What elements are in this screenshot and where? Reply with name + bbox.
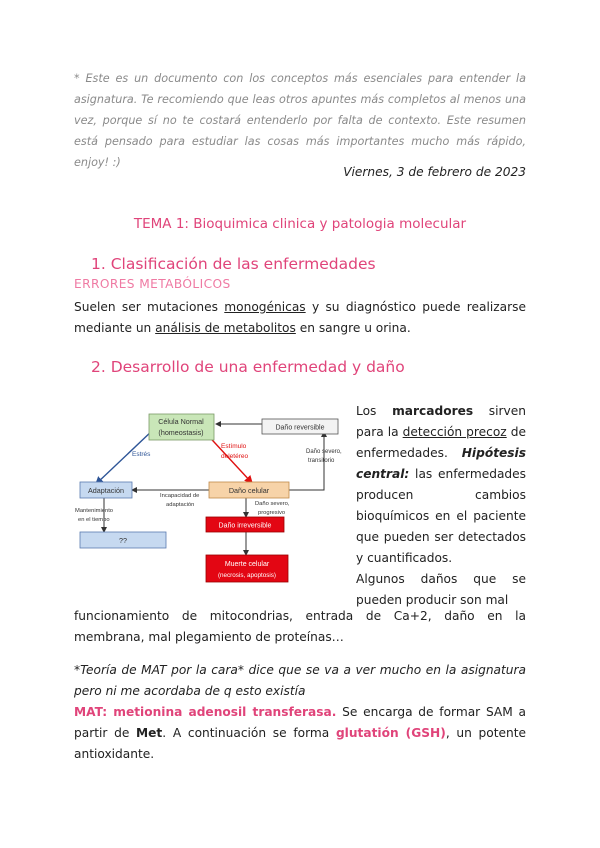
term-met: Met — [136, 726, 163, 740]
text: , un potente antioxidante. — [74, 726, 527, 761]
label-incapacidad-1: Incapacidad de — [160, 493, 200, 499]
label-dano-irreversible: Daño irreversible — [218, 522, 272, 530]
label-incapacidad-2: adaptación — [166, 502, 195, 508]
label-estres: Estrés — [132, 451, 151, 458]
term-hipotesis-central: Hipótesis central: — [356, 446, 526, 481]
label-dano-celular: Daño celular — [228, 486, 270, 495]
term-marcadores: marcadores — [392, 404, 474, 418]
section-1-subheading: ERRORES METABÓLICOS — [74, 277, 231, 291]
tema-title: TEMA 1: Bioquimica clinica y patologia molecular — [133, 216, 467, 232]
label-celula-normal: Célula Normal — [158, 417, 204, 426]
text: las enfermedades producen cambios bioquímicos en el paciente que pueden ser detectados y cuantificados. — [356, 467, 526, 565]
term-mat: MAT: metionina adenosil transferasa. — [74, 705, 337, 719]
label-progresivo-1: Daño severo, — [255, 501, 290, 507]
cell-damage-diagram — [74, 402, 354, 590]
term-deteccion-precoz: detección precoz — [402, 425, 507, 439]
text: y su diagnóstico puede realizarse mediante un — [74, 300, 526, 335]
text: de enfermedades. — [356, 425, 526, 460]
intro-note: * Este es un documento con los conceptos más esenciales para entender la asignatura. Te recomiendo que leas otros apuntes más completos al menos una vez, porque sí no te costará entenderlo por falta de contexto. Este resumen está pensado para estudiar las cosas más importantes mucho más rápido, enjoy! :) — [74, 72, 526, 169]
text: . A continuación se forma — [162, 726, 336, 740]
label-mantenimiento-2: en el tiempo — [78, 517, 110, 523]
text: Suelen ser mutaciones — [74, 300, 225, 314]
label-unknown: ?? — [119, 536, 127, 545]
marcadores-paragraph — [356, 401, 526, 611]
label-progresivo-2: progresivo — [258, 510, 286, 516]
section-1-heading: 1. Clasificación de las enfermedades — [91, 255, 376, 273]
text: en sangre u orina. — [295, 321, 411, 335]
label-muerte-celular: Muerte celular — [224, 561, 270, 568]
mat-paragraph — [74, 702, 526, 765]
text: Los — [356, 404, 393, 418]
label-estimulo-2: deletéreo — [221, 453, 249, 460]
label-homeostasis: (homeostasis) — [158, 428, 204, 437]
text: Algunos daños que se pueden producir son mal — [356, 572, 526, 607]
label-adaptacion: Adaptación — [88, 486, 124, 495]
section-1-paragraph — [74, 297, 526, 339]
danos-paragraph: funcionamiento de mitocondrias, entrada de Ca+2, daño en la membrana, mal plegamiento de proteínas… — [74, 609, 526, 644]
text: sirven para la — [356, 404, 526, 439]
document-date: Viernes, 3 de febrero de 2023 — [343, 165, 526, 179]
term-analisis-metabolitos: análisis de metabolitos — [155, 321, 296, 335]
label-mantenimiento-1: Mantenimiento — [75, 508, 114, 514]
label-dano-reversible: Daño reversible — [275, 424, 325, 432]
text: Se encarga de formar SAM a partir de — [74, 705, 526, 740]
label-transitorio-1: Daño severo, — [306, 449, 342, 455]
term-glutation: glutatión (GSH) — [335, 726, 446, 740]
label-necrosis: (necrosis, apoptosis) — [217, 572, 277, 579]
label-transitorio-2: transitorio — [308, 458, 335, 464]
label-estimulo-1: Estímulo — [221, 443, 247, 450]
section-2-heading: 2. Desarrollo de una enfermedad y daño — [91, 358, 405, 376]
theory-note: *Teoría de MAT por la cara* dice que se va a ver mucho en la asignatura pero ni me acordaba de q esto existía — [74, 663, 526, 698]
term-monogenicas: monogénicas — [224, 300, 306, 314]
